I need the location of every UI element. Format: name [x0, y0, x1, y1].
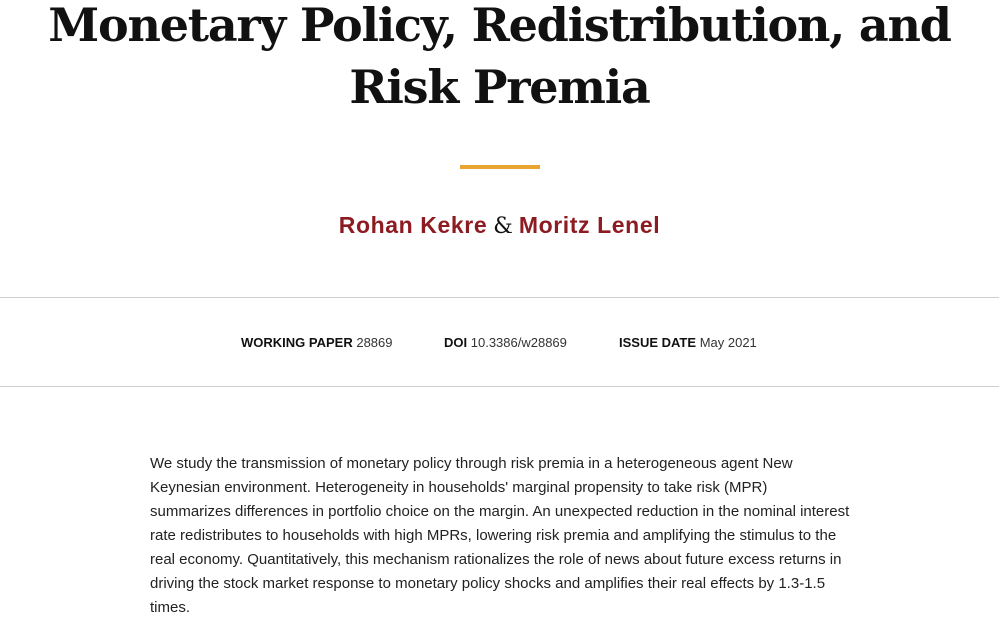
issue-date-value: May 2021	[699, 335, 757, 350]
issue-date	[619, 335, 757, 351]
page-title: Monetary Policy, Redistribution, and Risk Premia	[48, 0, 951, 114]
author-separator: &	[493, 214, 513, 239]
title-accent-rule	[460, 165, 540, 169]
doi-value[interactable]: 10.3386/w28869	[470, 335, 567, 350]
doi	[444, 335, 567, 351]
issue-date-label: ISSUE DATE	[619, 335, 697, 350]
paper-metadata-bar	[0, 297, 999, 387]
author-list	[0, 210, 999, 242]
author-link-rohan-kekre[interactable]: Rohan Kekre	[338, 212, 488, 238]
doi-label: DOI	[444, 335, 468, 350]
working-paper-value: 28869	[356, 335, 393, 350]
author-link-moritz-lenel[interactable]: Moritz Lenel	[518, 212, 661, 238]
working-paper-label: WORKING PAPER	[241, 335, 353, 350]
abstract-text: We study the transmission of monetary policy through risk premia in a heterogeneous agent New Keynesian environment. Heterogeneity in households' marginal propensity to take risk (MPR) summarizes differences in portfolio choice on the margin. An unexpected reduction in the nominal interest rate redistributes to households with high MPRs, lowering risk premia and amplifying the stimulus to the real economy. Quantitatively, this mechanism rationalizes the role of news about future excess returns in driving the stock market response to monetary policy shocks and amplifies their real effects by 1.3-1.5 times.	[150, 455, 850, 616]
working-paper-number	[241, 335, 393, 351]
